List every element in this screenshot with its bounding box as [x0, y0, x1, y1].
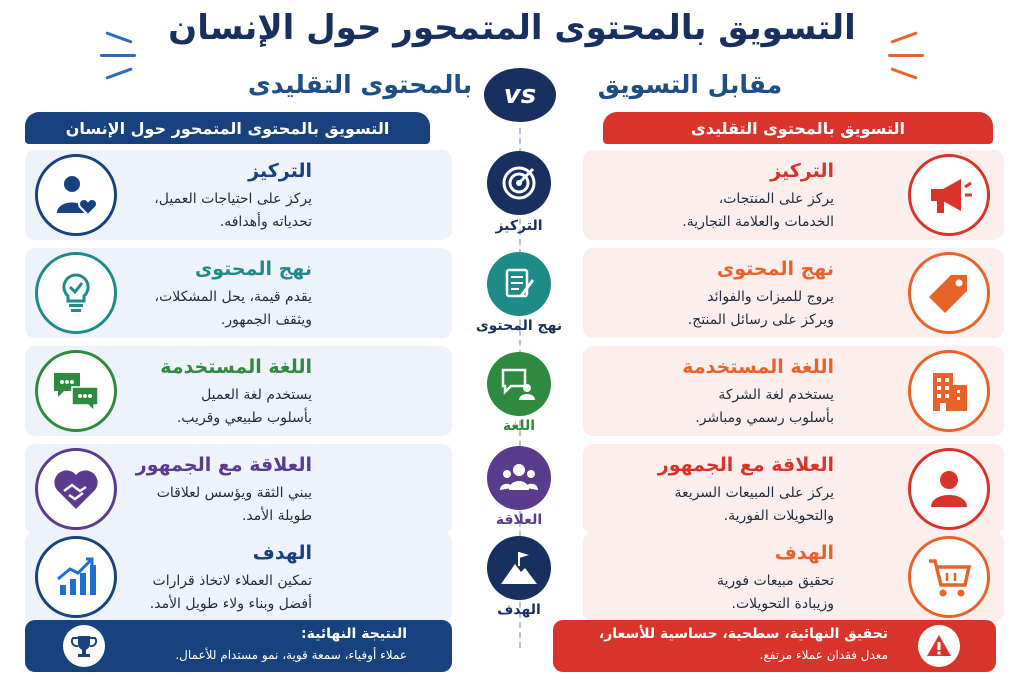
- right-column-header: التسويق بالمحتوى التقليدى: [603, 112, 993, 144]
- result-right-text: معدل فقدان عملاء مرتفع.: [759, 648, 888, 662]
- card-text: يركز على احتياجات العميل، تحدياته وأهدافه.: [154, 191, 312, 230]
- card-title: اللغة المستخدمة: [160, 356, 312, 378]
- growth-chart-icon: [35, 536, 117, 618]
- lightbulb-icon: [35, 252, 117, 334]
- shopping-cart-icon: [908, 536, 990, 618]
- card-title: نهج المحتوى: [194, 258, 312, 280]
- result-left-box: [25, 620, 452, 672]
- subtitle-right: مقابل التسويق: [597, 70, 783, 99]
- subtitle-left: بالمحتوى التقليدى: [247, 70, 473, 99]
- card-title: العلاقة مع الجمهور: [135, 454, 312, 476]
- right-card-language: [583, 346, 1004, 436]
- card-text: يقدم قيمة، يحل المشكلات، ويثقف الجمهور.: [154, 289, 312, 328]
- card-text: يركز على المنتجات، الخدمات والعلامة التجارية.: [682, 191, 834, 230]
- megaphone-icon: [908, 154, 990, 236]
- result-left-title: النتيجة النهائية:: [301, 626, 407, 642]
- card-text: يركز على المبيعات السريعة والتحويلات الفورية.: [674, 485, 834, 524]
- card-text: تحقيق مبيعات فورية وزيبادة التحويلات.: [716, 573, 834, 612]
- left-card-focus: [25, 150, 452, 240]
- card-text: يروج للميزات والفوائد ويركز على رسائل المنتج.: [687, 289, 834, 328]
- card-text: يستخدم لغة العميل بأسلوب طبيعي وقريب.: [176, 387, 312, 426]
- center-label-relationship: العلاقة: [495, 512, 543, 528]
- decor-dash: [105, 67, 132, 79]
- price-tag-icon: [908, 252, 990, 334]
- building-icon: [908, 350, 990, 432]
- right-card-relationship: [583, 444, 1004, 534]
- center-label-language: اللغة: [502, 418, 536, 434]
- speech-bubbles-icon: [35, 350, 117, 432]
- left-card-approach: [25, 248, 452, 338]
- right-card-focus: [583, 150, 1004, 240]
- card-text: تمكين العملاء لاتخاذ قرارات أفضل وبناء ولاء طويل الأمد.: [149, 573, 312, 612]
- left-card-relationship: [25, 444, 452, 534]
- result-right-box: [553, 620, 996, 672]
- handshake-heart-icon: [35, 448, 117, 530]
- card-text: يبني الثقة ويؤسس لعلاقات طويلة الأمد.: [156, 485, 312, 524]
- result-right-title: تحقيق النهائية، سطحية، حساسية للأسعار،: [598, 626, 888, 642]
- result-left-text: عملاء أوفياء، سمعة قوية، نمو مستدام للأعمال.: [175, 648, 407, 662]
- card-title: التركيز: [248, 160, 312, 182]
- chat-people-icon: [487, 352, 551, 416]
- warning-icon: [918, 625, 960, 667]
- mountain-flag-icon: [487, 536, 551, 600]
- trophy-icon: [63, 625, 105, 667]
- center-label-goal: الهدف: [497, 602, 541, 618]
- target-icon: [487, 151, 551, 215]
- decor-dash: [888, 54, 924, 57]
- center-label-focus: التركيز: [495, 218, 543, 234]
- user-icon: [908, 448, 990, 530]
- card-title: الهدف: [774, 542, 834, 564]
- page-title: التسويق بالمحتوى المتمحور حول الإنسان: [168, 8, 856, 48]
- card-title: التركيز: [770, 160, 834, 182]
- card-title: نهج المحتوى: [716, 258, 834, 280]
- left-column-header: التسويق بالمحتوى المتمحور حول الإنسان: [25, 112, 430, 144]
- right-card-approach: [583, 248, 1004, 338]
- center-label-approach: نهج المحتوى: [475, 318, 563, 334]
- person-heart-icon: [35, 154, 117, 236]
- document-pen-icon: [487, 252, 551, 316]
- group-icon: [487, 446, 551, 510]
- decor-dash: [100, 54, 136, 57]
- left-card-language: [25, 346, 452, 436]
- left-card-goal: [25, 532, 452, 622]
- decor-dash: [890, 67, 917, 79]
- card-title: الهدف: [252, 542, 312, 564]
- card-text: يستخدم لغة الشركة بأسلوب رسمي ومباشر.: [695, 387, 834, 426]
- card-title: العلاقة مع الجمهور: [657, 454, 834, 476]
- card-title: اللغة المستخدمة: [682, 356, 834, 378]
- right-card-goal: [583, 532, 1004, 622]
- vs-badge: vs: [484, 68, 556, 122]
